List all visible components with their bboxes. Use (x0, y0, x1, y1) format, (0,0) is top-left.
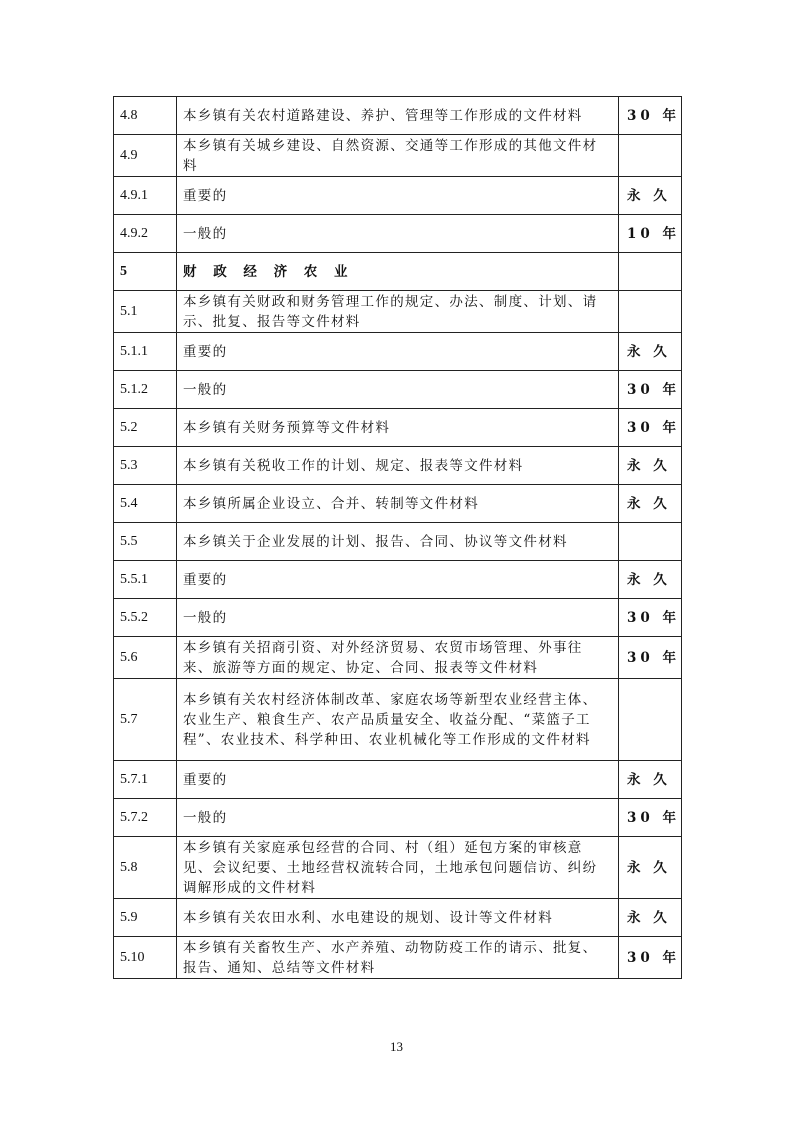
section-row (114, 253, 682, 291)
retention-period (619, 679, 682, 761)
retention-period: 永 久 (619, 761, 682, 799)
item-code: 5.7 (114, 679, 177, 761)
item-code: 5.2 (114, 409, 177, 447)
table-row (114, 937, 682, 979)
table-row (114, 291, 682, 333)
item-code: 5.4 (114, 485, 177, 523)
item-description: 重要的 (177, 561, 619, 599)
item-description: 本乡镇有关税收工作的计划、规定、报表等文件材料 (177, 447, 619, 485)
item-description: 本乡镇有关招商引资、对外经济贸易、农贸市场管理、外事往来、旅游等方面的规定、协定、合同、报表等文件材料 (177, 637, 619, 679)
retention-period: 永 久 (619, 447, 682, 485)
item-code: 5.9 (114, 899, 177, 937)
item-code: 4.8 (114, 97, 177, 135)
table-row (114, 333, 682, 371)
table-row (114, 409, 682, 447)
item-code: 5.1 (114, 291, 177, 333)
retention-period (619, 135, 682, 177)
item-code: 4.9.2 (114, 215, 177, 253)
retention-period (619, 291, 682, 333)
item-code: 4.9.1 (114, 177, 177, 215)
table-row (114, 561, 682, 599)
item-description: 本乡镇有关财政和财务管理工作的规定、办法、制度、计划、请示、批复、报告等文件材料 (177, 291, 619, 333)
retention-period: 10 年 (619, 215, 682, 253)
table-row (114, 447, 682, 485)
item-code: 5.7.1 (114, 761, 177, 799)
item-description: 一般的 (177, 799, 619, 837)
item-code: 5.5.1 (114, 561, 177, 599)
table-row (114, 837, 682, 899)
item-description: 一般的 (177, 371, 619, 409)
item-description: 本乡镇有关城乡建设、自然资源、交通等工作形成的其他文件材料 (177, 135, 619, 177)
retention-period: 30 年 (619, 97, 682, 135)
retention-period: 30 年 (619, 409, 682, 447)
item-code: 5.1.2 (114, 371, 177, 409)
item-description: 财 政 经 济 农 业 (177, 253, 619, 291)
table-row (114, 899, 682, 937)
table-row (114, 761, 682, 799)
table-row (114, 177, 682, 215)
item-code: 5.8 (114, 837, 177, 899)
retention-period: 30 年 (619, 637, 682, 679)
item-description: 本乡镇有关农村经济体制改革、家庭农场等新型农业经营主体、农业生产、粮食生产、农产品质量安全、收益分配、“菜篮子工程”、农业技术、科学种田、农业机械化等工作形成的文件材料 (177, 679, 619, 761)
item-description: 本乡镇所属企业设立、合并、转制等文件材料 (177, 485, 619, 523)
retention-period: 永 久 (619, 177, 682, 215)
item-code: 5.7.2 (114, 799, 177, 837)
item-code: 5.10 (114, 937, 177, 979)
item-description: 重要的 (177, 761, 619, 799)
retention-period: 永 久 (619, 561, 682, 599)
item-description: 本乡镇有关农村道路建设、养护、管理等工作形成的文件材料 (177, 97, 619, 135)
item-code: 5.5.2 (114, 599, 177, 637)
item-code: 5.5 (114, 523, 177, 561)
retention-schedule-table (113, 96, 682, 979)
retention-period (619, 523, 682, 561)
table-row (114, 523, 682, 561)
item-description: 本乡镇有关财务预算等文件材料 (177, 409, 619, 447)
item-code: 5.3 (114, 447, 177, 485)
item-description: 本乡镇关于企业发展的计划、报告、合同、协议等文件材料 (177, 523, 619, 561)
item-code: 5.1.1 (114, 333, 177, 371)
item-description: 本乡镇有关农田水利、水电建设的规划、设计等文件材料 (177, 899, 619, 937)
table-row (114, 97, 682, 135)
retention-period (619, 253, 682, 291)
table-row (114, 215, 682, 253)
page-number: 13 (390, 1039, 403, 1054)
item-code: 5 (114, 253, 177, 291)
item-description: 重要的 (177, 177, 619, 215)
retention-period: 30 年 (619, 371, 682, 409)
item-code: 5.6 (114, 637, 177, 679)
retention-period: 永 久 (619, 485, 682, 523)
item-description: 本乡镇有关畜牧生产、水产养殖、动物防疫工作的请示、批复、报告、通知、总结等文件材料 (177, 937, 619, 979)
retention-period: 永 久 (619, 333, 682, 371)
retention-period: 30 年 (619, 599, 682, 637)
table-row (114, 135, 682, 177)
table-row (114, 371, 682, 409)
retention-period: 永 久 (619, 837, 682, 899)
item-code: 4.9 (114, 135, 177, 177)
table-row (114, 637, 682, 679)
retention-period: 30 年 (619, 937, 682, 979)
item-description: 重要的 (177, 333, 619, 371)
retention-period: 30 年 (619, 799, 682, 837)
item-description: 一般的 (177, 215, 619, 253)
table-body (114, 97, 682, 979)
item-description: 一般的 (177, 599, 619, 637)
table-row (114, 679, 682, 761)
table-row (114, 485, 682, 523)
retention-period: 永 久 (619, 899, 682, 937)
item-description: 本乡镇有关家庭承包经营的合同、村（组）延包方案的审核意见、会议纪要、土地经营权流转合同，土地承包问题信访、纠纷调解形成的文件材料 (177, 837, 619, 899)
table-row (114, 599, 682, 637)
table-row (114, 799, 682, 837)
